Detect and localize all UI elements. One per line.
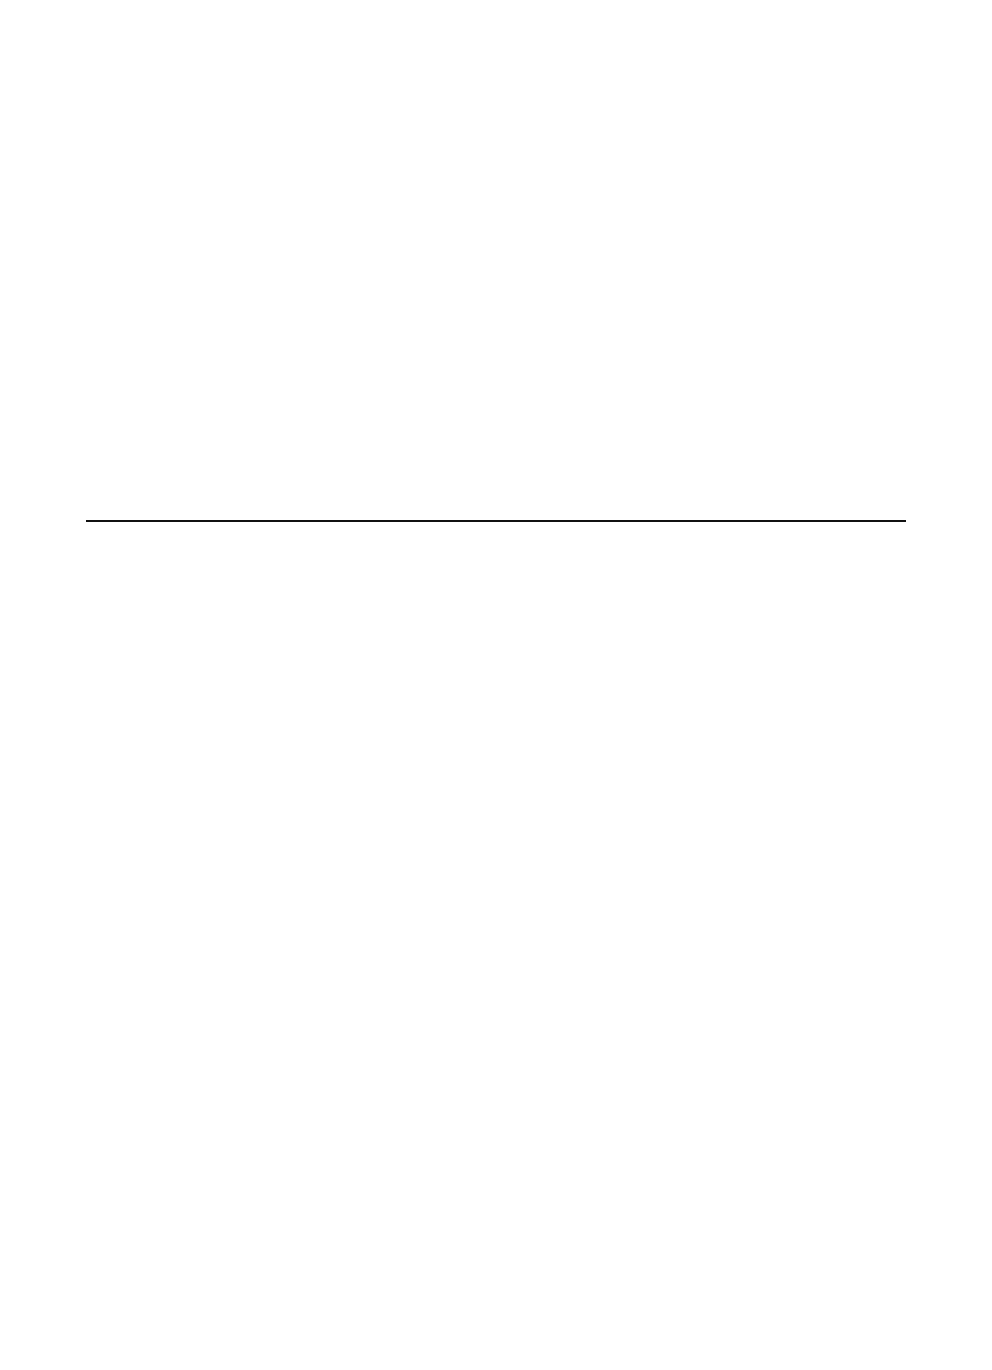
- equivalence-definition: [901, 383, 920, 407]
- remember-heading: [901, 270, 920, 295]
- indicators-definition: [901, 328, 920, 352]
- radiation-icon: [905, 885, 920, 900]
- definition-line-1: [901, 94, 920, 118]
- radiation-icon: [905, 830, 920, 845]
- evidence-item-2-cont: [901, 710, 920, 729]
- radiation-icon: [905, 101, 920, 116]
- radiation-icon: [905, 713, 920, 728]
- radiation-icon: [905, 390, 920, 405]
- radiation-icon: [905, 663, 920, 678]
- radiation-icon: [905, 783, 920, 798]
- question-underline: [86, 520, 906, 522]
- radiation-icon: [905, 277, 920, 292]
- radiation-icon: [905, 335, 920, 350]
- example-line-1: [901, 776, 920, 800]
- steps-heading: [901, 878, 920, 902]
- evidence-item-2: [901, 660, 920, 679]
- evidence-item-1: [901, 597, 920, 616]
- radiation-icon: [905, 441, 920, 456]
- equivalence-line-2: [901, 438, 920, 457]
- example-line-2: [901, 826, 920, 847]
- radiation-icon: [905, 600, 920, 615]
